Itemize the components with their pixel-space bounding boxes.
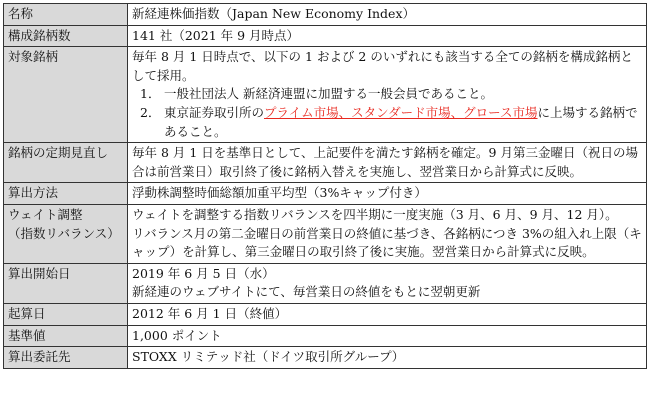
row-value: 浮動株調整時価総額加重平均型（3%キャップ付き）	[128, 183, 647, 205]
table-row	[4, 347, 647, 369]
market-segments-link[interactable]: プライム市場、スタンダード市場、グロース市場	[264, 104, 538, 120]
row-label: 銘柄の定期見直し	[4, 143, 128, 183]
row-label: 起算日	[4, 303, 128, 325]
list-item	[132, 104, 642, 141]
table-row	[4, 183, 647, 205]
row-label: 算出委託先	[4, 347, 128, 369]
list-text-post: に上場する銘柄であること。	[164, 104, 638, 139]
list-text: 一般社団法人 新経済連盟に加盟する一般会員であること。	[164, 86, 493, 102]
table-row	[4, 143, 647, 183]
table-row	[4, 263, 647, 303]
row-label: 基準値	[4, 325, 128, 347]
list-item	[132, 85, 642, 104]
row-value	[128, 47, 647, 143]
row-value: 2012 年 6 月 1 日（終値）	[128, 303, 647, 325]
row-label: 名称	[4, 4, 128, 26]
row-value: 141 社（2021 年 9 月時点）	[128, 25, 647, 47]
rebalance-detail: リバランス月の第二金曜日の前営業日の終値に基づき、各銘柄につき 3%の組入れ上限（キャップ）を計算し、第三金曜日の取引終了後に実施。翌営業日から計算式に反映。	[132, 225, 642, 260]
list-text	[164, 104, 642, 141]
row-label: 対象銘柄	[4, 47, 128, 143]
row-value	[128, 204, 647, 263]
table-row	[4, 325, 647, 347]
row-label: 算出方法	[4, 183, 128, 205]
list-number: 1．	[140, 86, 161, 102]
list-text-pre: 東京証券取引所の	[164, 104, 265, 120]
row-value: 新経連株価指数（Japan New Economy Index）	[128, 4, 647, 26]
row-value: 毎年 8 月 1 日を基準日として、上記要件を満たす銘柄を確定。9 月第三金曜日（祝日の場合は前営業日）取引終了後に銘柄入替えを実施し、翌営業日から計算式に反映。	[128, 143, 647, 183]
rebalance-schedule: ウェイトを調整する指数リバランスを四半期に一度実施（3 月、6 月、9 月、12 月）。	[132, 206, 618, 222]
row-value: 1,000 ポイント	[128, 325, 647, 347]
row-value: STOXX リミテッド社（ドイツ取引所グループ）	[128, 347, 647, 369]
table-row	[4, 204, 647, 263]
table-row	[4, 47, 647, 143]
row-label: 算出開始日	[4, 263, 128, 303]
table-row	[4, 303, 647, 325]
row-value	[128, 263, 647, 303]
update-note: 新経連のウェブサイトにて、毎営業日の終値をもとに翌朝更新	[132, 284, 481, 300]
list-number: 2．	[140, 104, 161, 120]
row-label: 構成銘柄数	[4, 25, 128, 47]
eligibility-intro: 毎年 8 月 1 日時点で、以下の 1 および 2 のいずれにも該当する全ての銘柄を構成銘柄として採用。	[132, 49, 633, 83]
start-date: 2019 年 6 月 5 日（水）	[132, 265, 275, 281]
index-spec-table	[3, 3, 647, 369]
table-row	[4, 4, 647, 26]
table-row	[4, 25, 647, 47]
row-label: ウェイト調整 （指数リバランス）	[4, 204, 128, 263]
